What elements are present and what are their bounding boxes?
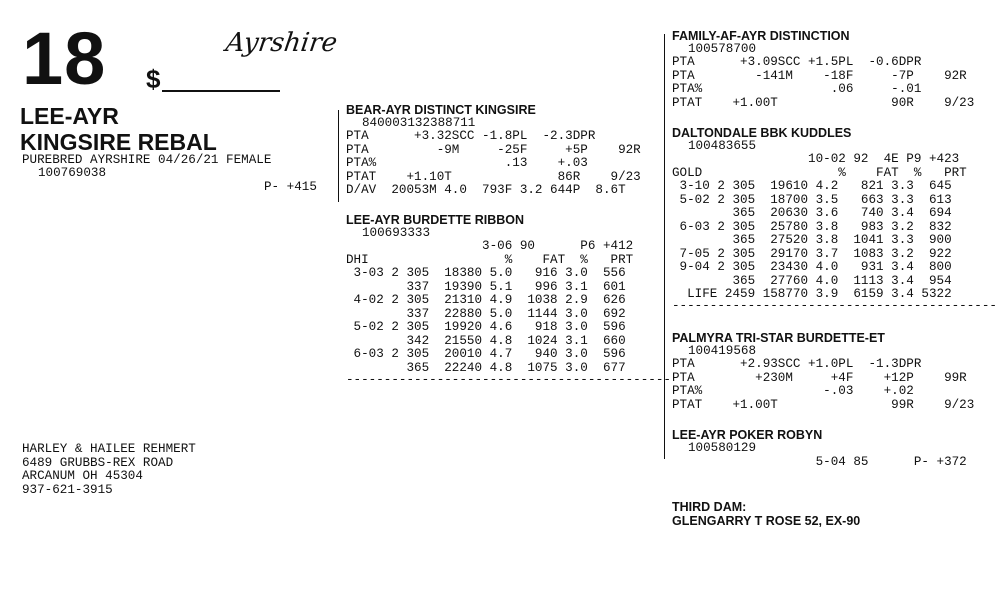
- sire-bracket: [338, 110, 339, 202]
- second-dam-header-line: 10-02 92 4E P9 +423: [672, 152, 960, 166]
- dam-name: LEE-AYR BURDETTE RIBBON: [346, 213, 525, 227]
- third-generation-dam-reg: 100580129: [688, 441, 757, 455]
- animal-index: P- +415: [264, 180, 317, 194]
- sire-line: PTA +3.32SCC -1.8PL -2.3DPR: [346, 129, 596, 143]
- second-dam-separator: -------------------------------------------: [672, 299, 997, 313]
- sire-of-dam-line: PTA -141M -18F -7P 92R: [672, 69, 967, 83]
- second-dam-record: 365 27760 4.0 1113 3.4 954: [672, 274, 952, 288]
- animal-name-line2: KINGSIRE REBAL: [20, 129, 217, 155]
- sire-line: PTAT +1.10T 86R 9/23: [346, 170, 641, 184]
- sire-line: D/AV 20053M 4.0 793F 3.2 644P 8.6T: [346, 183, 626, 197]
- dam-record: DHI % FAT % PRT: [346, 253, 634, 267]
- sire-of-second-dam-line: PTA +230M +4F +12P 99R: [672, 371, 967, 385]
- second-dam-reg: 100483655: [688, 139, 757, 153]
- second-dam-record: LIFE 2459 158770 3.9 6159 3.4 5322: [672, 287, 952, 301]
- second-dam-record: 9-04 2 305 23430 4.0 931 3.4 800: [672, 260, 952, 274]
- third-generation-dam-line: 5-04 85 P- +372: [672, 455, 967, 469]
- second-dam-record: 7-05 2 305 29170 3.7 1083 3.2 922: [672, 247, 952, 261]
- sire-of-dam-line: PTAT +1.00T 90R 9/23: [672, 96, 975, 110]
- second-dam-name: DALTONDALE BBK KUDDLES: [672, 126, 852, 140]
- dam-record: 5-02 2 305 19920 4.6 918 3.0 596: [346, 320, 626, 334]
- sire-of-dam-line: PTA +3.09SCC +1.5PL -0.6DPR: [672, 55, 922, 69]
- sire-line: PTA -9M -25F +5P 92R: [346, 143, 641, 157]
- second-dam-record: 6-03 2 305 25780 3.8 983 3.2 832: [672, 220, 952, 234]
- sire-of-dam-name: FAMILY-AF-AYR DISTINCTION: [672, 29, 850, 43]
- dollar-sign: $: [146, 64, 161, 94]
- dam-record: 337 22880 5.0 1144 3.0 692: [346, 307, 626, 321]
- dam-record: 342 21550 4.8 1024 3.1 660: [346, 334, 626, 348]
- sire-of-dam-reg: 100578700: [688, 42, 757, 56]
- owner-city: ARCANUM OH 45304: [22, 469, 143, 483]
- sire-line: PTA% .13 +.03: [346, 156, 588, 170]
- sire-name: BEAR-AYR DISTINCT KINGSIRE: [346, 103, 536, 117]
- dam-reg: 100693333: [362, 226, 431, 240]
- sire-of-dam-line: PTA% .06 -.01: [672, 82, 922, 96]
- dam-record: 6-03 2 305 20010 4.7 940 3.0 596: [346, 347, 626, 361]
- dam-record: 3-03 2 305 18380 5.0 916 3.0 556: [346, 266, 626, 280]
- owner-street: 6489 GRUBBS-REX ROAD: [22, 456, 174, 470]
- sire-of-second-dam-line: PTA% -.03 +.02: [672, 384, 914, 398]
- second-dam-record: 365 20630 3.6 740 3.4 694: [672, 206, 952, 220]
- sire-of-second-dam-line: PTA +2.93SCC +1.0PL -1.3DPR: [672, 357, 922, 371]
- sire-reg: 840003132388711: [362, 116, 476, 130]
- right-column-bracket: [664, 34, 665, 459]
- owner-phone: 937-621-3915: [22, 483, 113, 497]
- second-dam-record: GOLD % FAT % PRT: [672, 166, 967, 180]
- third-generation-dam-name: LEE-AYR POKER ROBYN: [672, 428, 823, 442]
- owner-name: HARLEY & HAILEE REHMERT: [22, 442, 196, 456]
- animal-reg-number: 100769038: [38, 166, 107, 180]
- dam-record: 365 22240 4.8 1075 3.0 677: [346, 361, 626, 375]
- animal-description: PUREBRED AYRSHIRE 04/26/21 FEMALE: [22, 153, 272, 167]
- dam-record: 4-02 2 305 21310 4.9 1038 2.9 626: [346, 293, 626, 307]
- second-dam-record: 3-10 2 305 19610 4.2 821 3.3 645: [672, 179, 952, 193]
- price-line: [162, 70, 280, 92]
- sire-of-second-dam-line: PTAT +1.00T 99R 9/23: [672, 398, 975, 412]
- breed-script: Ayrshire: [223, 28, 340, 58]
- third-dam-name: GLENGARRY T ROSE 52, EX-90: [672, 514, 861, 528]
- sire-of-second-dam-reg: 100419568: [688, 344, 757, 358]
- dam-record: 337 19390 5.1 996 3.1 601: [346, 280, 626, 294]
- sire-of-second-dam-name: PALMYRA TRI-STAR BURDETTE-ET: [672, 331, 885, 345]
- second-dam-record: 365 27520 3.8 1041 3.3 900: [672, 233, 952, 247]
- lot-number: 18: [22, 17, 107, 100]
- dam-separator: -------------------------------------------: [346, 373, 671, 387]
- third-dam-label: THIRD DAM:: [672, 500, 747, 514]
- dam-header-line: 3-06 90 P6 +412: [346, 239, 634, 253]
- animal-name-line1: LEE-AYR: [20, 103, 119, 129]
- second-dam-record: 5-02 2 305 18700 3.5 663 3.3 613: [672, 193, 952, 207]
